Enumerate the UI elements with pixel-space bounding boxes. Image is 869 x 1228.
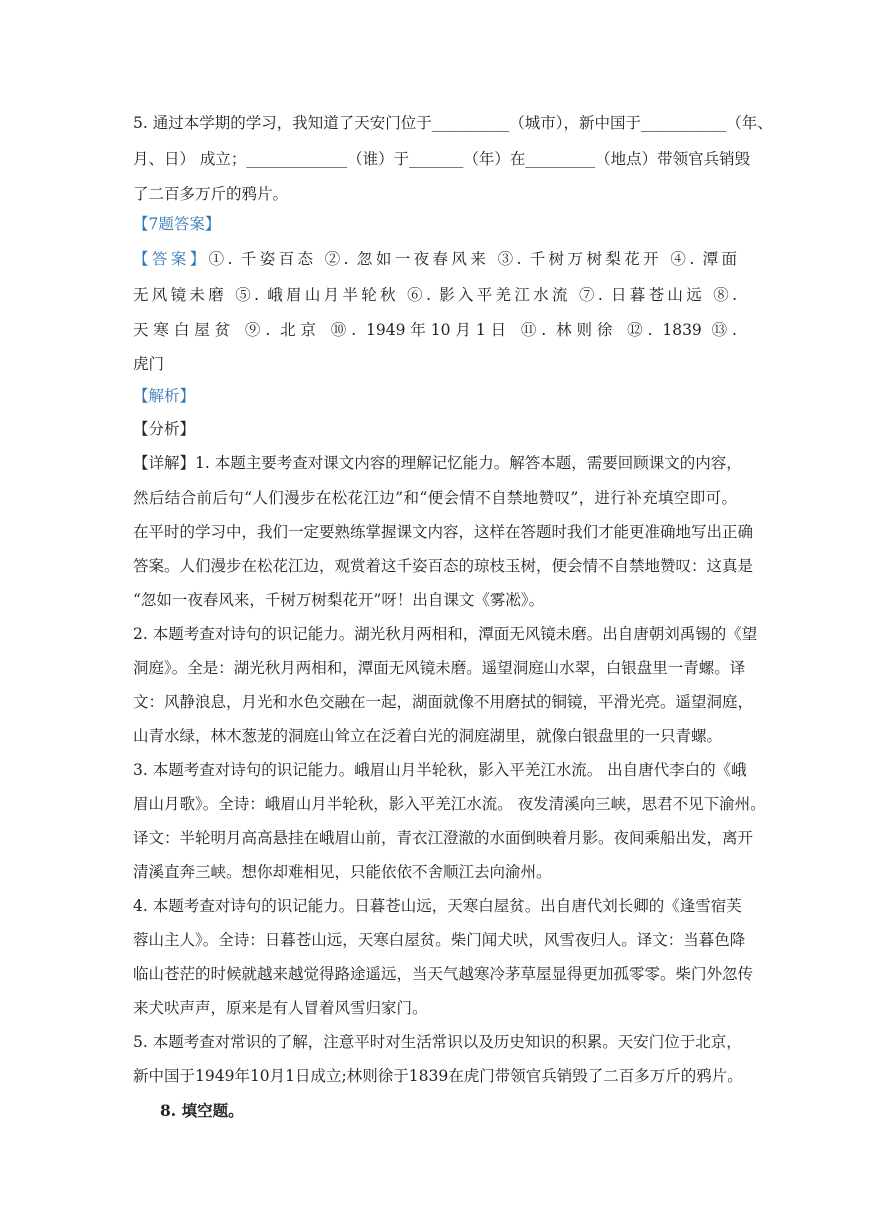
answer-line-1 bbox=[133, 249, 737, 269]
answer-label: 【答案】 bbox=[133, 250, 209, 268]
detail-line: 4. 本题考查对诗句的识记能力。日暮苍山远，天寒白屋贫。出自唐代刘长卿的《逢雪宿芙 bbox=[133, 897, 742, 915]
fenxi-heading: 【分析】 bbox=[133, 420, 196, 438]
detail-line: 清溪直奔三峡。想你却难相见，只能依依不舍顺江去向渝州。 bbox=[133, 863, 552, 881]
detail-line: 然后结合前后句“人们漫步在松花江边”和“便会情不自禁地赞叹”，进行补充填空即可。 bbox=[133, 489, 737, 507]
q5-line-1: 5. 通过本学期的学习，我知道了天安门位于__________（城市），新中国于___________（年、 bbox=[133, 114, 773, 132]
detail-line: 3. 本题考查对诗句的识记能力。峨眉山月半轮秋，影入平羌江水流。 出自唐代李白的《峨 bbox=[133, 761, 747, 779]
detail-line: 答案。人们漫步在松花江边，观赏着这千姿百态的琼枝玉树，便会情不自禁地赞叹：这真是 bbox=[133, 557, 754, 575]
detail-line: 来犬吠声声，原来是有人冒着风雪归家门。 bbox=[133, 999, 428, 1017]
answer-line-4: 虎门 bbox=[133, 355, 165, 373]
detail-line: 新中国于1949年10月1日成立;林则徐于1839在虎门带领官兵销毁了二百多万斤的鸦片。 bbox=[133, 1067, 743, 1085]
detail-line: 译文：半轮明月高高悬挂在峨眉山前，青衣江澄澈的水面倒映着月影。夜间乘船出发，离开 bbox=[133, 829, 754, 847]
question-8-heading: 8. 填空题。 bbox=[160, 1101, 244, 1120]
detail-line: 蓉山主人》。全诗：日暮苍山远，天寒白屋贫。柴门闻犬吠，风雪夜归人。译文：当暮色降 bbox=[133, 931, 746, 949]
detail-line: 在平时的学习中，我们一定要熟练掌握课文内容，这样在答题时我们才能更准确地写出正确 bbox=[133, 523, 754, 541]
answer-text-1: ①. 千姿百态 ②. 忽如一夜春风来 ③. 千树万树梨花开 ④. 潭面 bbox=[208, 250, 737, 268]
detail-line: 5. 本题考查对常识的了解，注意平时对生活常识以及历史知识的积累。天安门位于北京， bbox=[133, 1033, 742, 1051]
q5-line-3: 了二百多万斤的鸦片。 bbox=[133, 185, 289, 203]
detail-line: 眉山月歌》。全诗：峨眉山月半轮秋，影入平羌江水流。 夜发清溪向三峡，思君不见下渝州。 bbox=[133, 795, 766, 813]
analysis-heading: 【解析】 bbox=[133, 387, 196, 405]
detail-line: 山青水绿，林木葱茏的洞庭山耸立在泛着白光的洞庭湖里，就像白银盘里的一只青螺。 bbox=[133, 727, 723, 745]
answer-section-heading: 【7题答案】 bbox=[133, 215, 221, 233]
detail-line: 【详解】1. 本题主要考查对课文内容的理解记忆能力。解答本题，需要回顾课文的内容， bbox=[133, 454, 742, 472]
detail-line: 临山苍茫的时候就越来越觉得路途遥远，当天气越寒冷茅草屋显得更加孤零零。柴门外忽传 bbox=[133, 965, 754, 983]
detail-line: 文：风静浪息，月光和水色交融在一起，湖面就像不用磨拭的铜镜，平滑光亮。遥望洞庭， bbox=[133, 693, 754, 711]
detail-line: 2. 本题考查对诗句的识记能力。湖光秋月两相和，潭面无风镜未磨。出自唐朝刘禹锡的《望 bbox=[133, 625, 758, 643]
answer-line-3: 天寒白屋贫 ⑨. 北京 ⑩. 1949年10月1日 ⑪. 林则徐 ⑫. 1839 ⑬. bbox=[133, 321, 737, 339]
q5-line-2: 月、日） 成立；_____________（谁）于_______（年）在_________（地点）带领官兵销毁 bbox=[133, 150, 751, 168]
detail-line: “忽如一夜春风来，千树万树梨花开”呀！出自课文《雾凇》。 bbox=[133, 591, 545, 609]
answer-line-2: 无风镜未磨 ⑤. 峨眉山月半轮秋 ⑥. 影入平羌江水流 ⑦. 日暮苍山远 ⑧. bbox=[133, 286, 737, 304]
detail-line: 洞庭》。全是：湖光秋月两相和，潭面无风镜未磨。遥望洞庭山水翠，白银盘里一青螺。译 bbox=[133, 659, 746, 677]
